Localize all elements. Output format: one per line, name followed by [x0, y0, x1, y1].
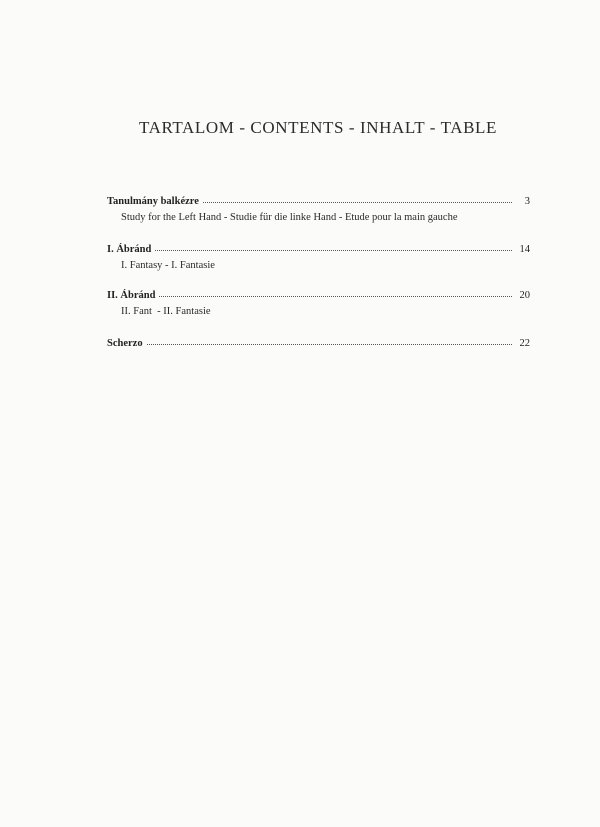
toc-page-number: 20: [519, 290, 530, 301]
toc-entry-title: Scherzo: [107, 338, 143, 349]
toc-entry-subtitle: Study for the Left Hand - Studie für die linke Hand - Etude pour la main gauche: [121, 212, 458, 223]
toc-entry-line: [107, 194, 530, 208]
toc-entry-title: II. Ábránd: [107, 290, 156, 301]
dot-leader: [147, 335, 512, 345]
toc-entry-abrand-1[interactable]: [107, 242, 530, 271]
toc-entry-abrand-2[interactable]: [107, 288, 530, 317]
dot-leader: [203, 193, 512, 203]
toc-page-number: 3: [524, 196, 530, 207]
toc-entry-tanulmany[interactable]: [107, 194, 530, 223]
toc-entry-subtitle: I. Fantasy - I. Fantasie: [121, 260, 215, 271]
toc-page-number: 14: [519, 244, 530, 255]
toc-entry-title: Tanulmány balkézre: [107, 196, 199, 207]
toc-page-number: 22: [519, 338, 530, 349]
toc-entry-line: [107, 242, 530, 256]
dot-leader: [155, 241, 512, 251]
dot-leader: [159, 287, 512, 297]
toc-entry-subtitle: II. Fant - II. Fantasie: [121, 306, 211, 317]
toc-entry-line: [107, 288, 530, 302]
toc-entry-line: [107, 336, 530, 350]
toc-entry-scherzo[interactable]: [107, 336, 530, 350]
toc-entry-title: I. Ábránd: [107, 244, 152, 255]
page-title: TARTALOM - CONTENTS - INHALT - TABLE: [138, 118, 498, 137]
